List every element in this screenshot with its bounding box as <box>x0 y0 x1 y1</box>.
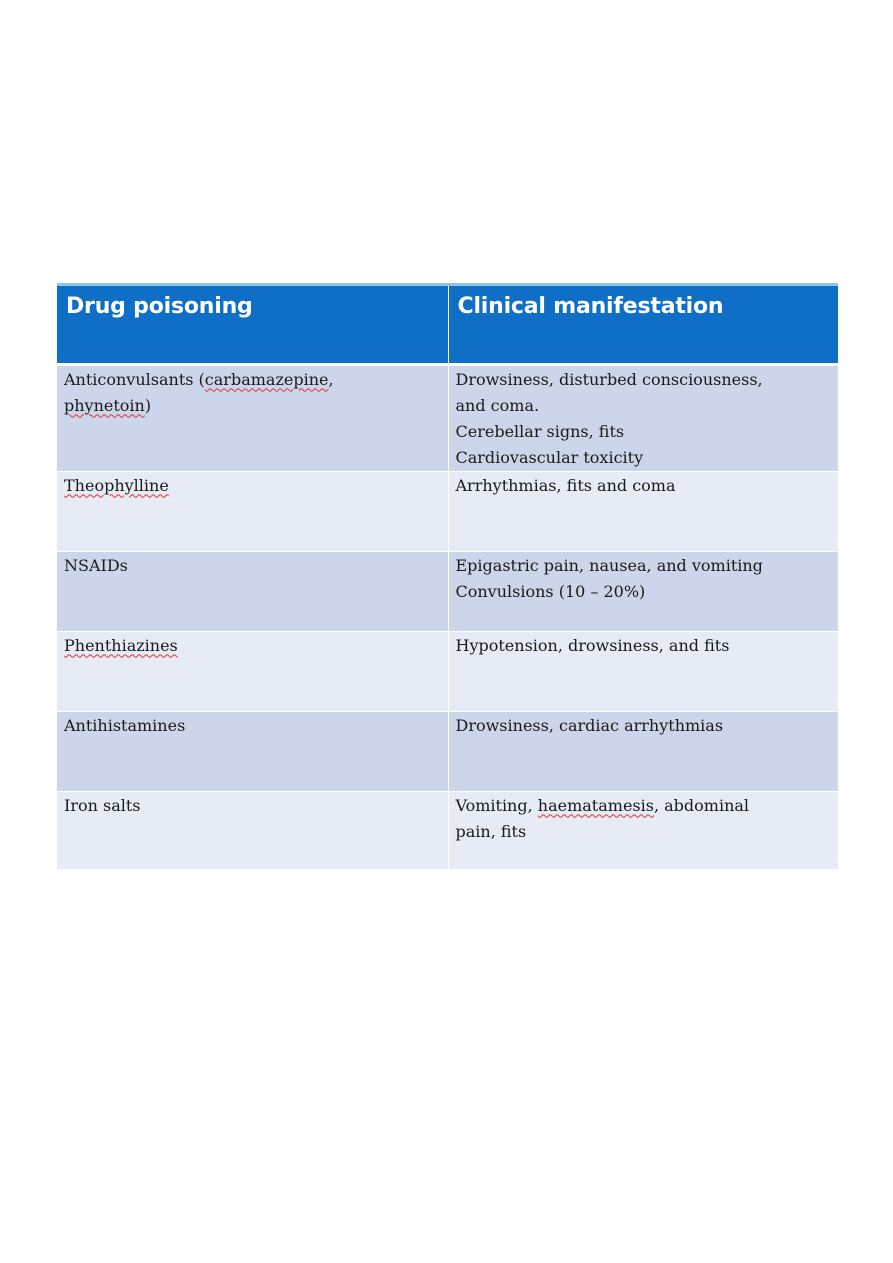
drug-line: Iron salts <box>64 795 141 815</box>
drug-line: Antihistamines <box>64 715 186 735</box>
drug-poisoning-table <box>57 286 838 869</box>
drug-cell <box>57 631 448 711</box>
drug-cell <box>57 551 448 631</box>
manifestation-cell <box>448 711 838 791</box>
manifestation-line: Arrhythmias, fits and coma <box>455 475 676 495</box>
table-top-rule <box>57 283 838 286</box>
table-row <box>57 791 838 869</box>
header-clinical-manifestation: Clinical manifestation <box>448 286 838 364</box>
manifestation-cell <box>448 791 838 869</box>
manifestation-line: Drowsiness, cardiac arrhythmias <box>455 715 724 735</box>
manifestation-cell <box>448 364 838 471</box>
table-header-row <box>57 286 838 364</box>
manifestation-line: Cerebellar signs, fits <box>455 421 625 441</box>
spellcheck-word: Phenthiazines <box>64 635 178 655</box>
spellcheck-word: carbamazepine <box>204 369 329 389</box>
manifestation-line: Vomiting, haematamesis, abdominal <box>455 795 750 815</box>
drug-line: Anticonvulsants (carbamazepine, <box>64 369 334 389</box>
manifestation-cell <box>448 551 838 631</box>
manifestation-cell <box>448 631 838 711</box>
spellcheck-word: phynetoin <box>64 395 145 415</box>
drug-line: phynetoin) <box>64 395 152 415</box>
drug-poisoning-table-container <box>57 283 838 869</box>
header-drug-poisoning: Drug poisoning <box>57 286 448 364</box>
drug-cell <box>57 711 448 791</box>
manifestation-cell <box>448 471 838 551</box>
manifestation-line: Convulsions (10 – 20%) <box>455 581 646 601</box>
drug-line: NSAIDs <box>64 555 128 575</box>
manifestation-line: Drowsiness, disturbed consciousness, <box>455 369 763 389</box>
drug-cell <box>57 791 448 869</box>
manifestation-line: Hypotension, drowsiness, and fits <box>455 635 730 655</box>
manifestation-line: pain, fits <box>455 821 527 841</box>
manifestation-line: Epigastric pain, nausea, and vomiting <box>455 555 763 575</box>
manifestation-line: Cardiovascular toxicity <box>455 447 644 467</box>
table-row <box>57 471 838 551</box>
table-row <box>57 631 838 711</box>
drug-cell <box>57 364 448 471</box>
table-row <box>57 364 838 471</box>
spellcheck-word: haematamesis <box>537 795 654 815</box>
drug-cell <box>57 471 448 551</box>
spellcheck-word: Theophylline <box>64 475 169 495</box>
table-row <box>57 551 838 631</box>
table-row <box>57 711 838 791</box>
manifestation-line: and coma. <box>455 395 540 415</box>
